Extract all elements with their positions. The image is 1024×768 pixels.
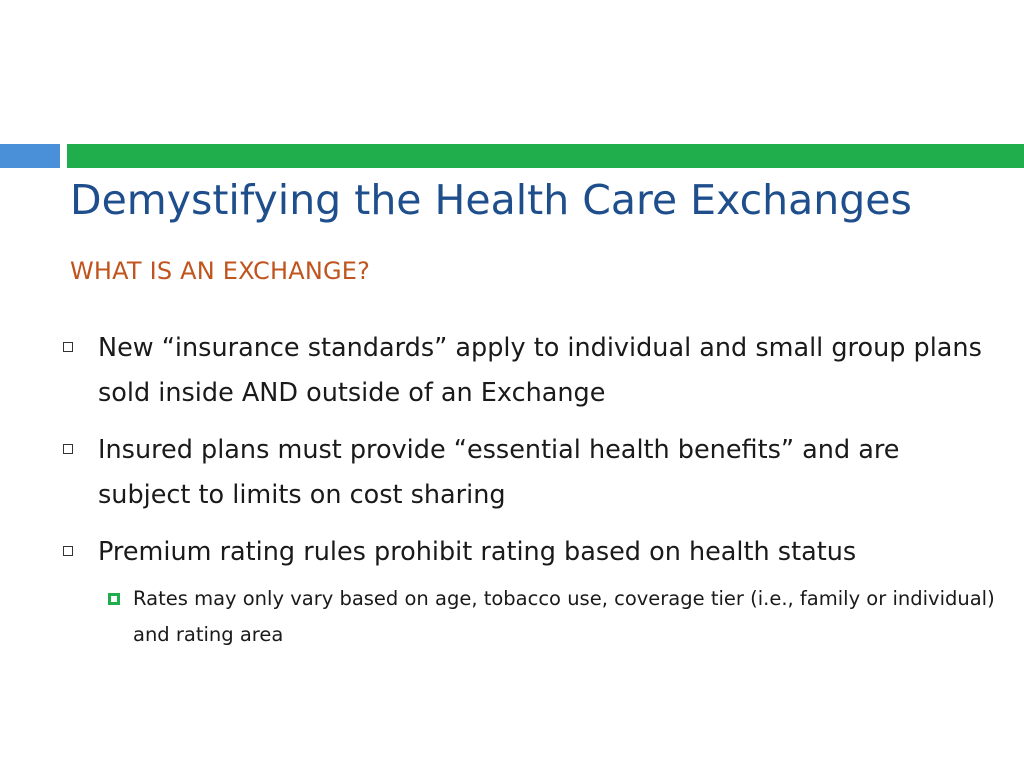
bullet-item	[60, 530, 1000, 575]
accent-bar-green	[67, 144, 1024, 168]
bullet-text: New “insurance standards” apply to individual and small group plans sold inside AND outside of an Exchange	[98, 333, 982, 408]
slide-title: Demystifying the Health Care Exchanges	[70, 176, 912, 224]
bullet-text: Insured plans must provide “essential health benefits” and are subject to limits on cost sharing	[98, 435, 900, 510]
hollow-square-icon	[63, 444, 73, 454]
accent-bar-blue	[0, 144, 60, 168]
bullet-item	[60, 326, 1000, 416]
bullet-text: Premium rating rules prohibit rating based on health status	[98, 537, 857, 567]
bullet-item	[60, 428, 1000, 518]
slide-subtitle: WHAT IS AN EXCHANGE?	[70, 257, 371, 285]
bullet-list	[60, 326, 1000, 653]
hollow-square-icon	[63, 342, 73, 352]
hollow-square-icon	[63, 546, 73, 556]
sub-bullet-item	[97, 581, 1000, 653]
green-square-icon	[108, 593, 120, 605]
sub-bullet-text: Rates may only vary based on age, tobacco use, coverage tier (i.e., family or individual) and rating area	[133, 587, 995, 646]
